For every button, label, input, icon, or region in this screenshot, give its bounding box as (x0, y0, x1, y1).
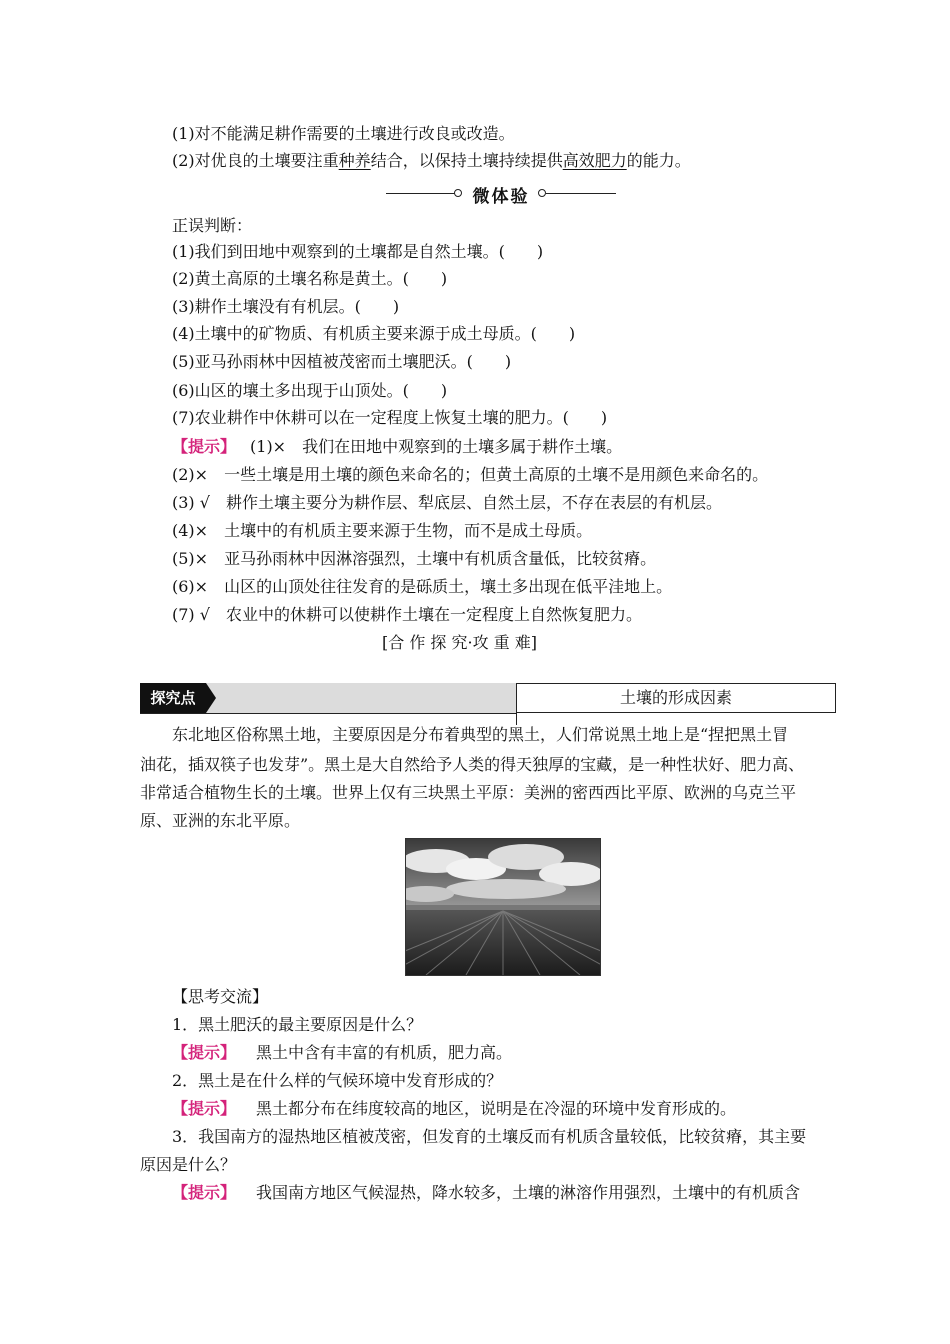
judge-item: (4)土壤中的矿物质、有机质主要来源于成土母质。( ) (172, 324, 576, 343)
underlined-term: 种养 (338, 151, 371, 170)
tip-label: 【提示】 (172, 1183, 237, 1202)
tip-label: 【提示】 (172, 437, 237, 456)
answer: 【提示】 黑土都分布在纬度较高的地区，说明是在冷湿的环境中发育形成的。 (172, 1099, 737, 1118)
black-soil-field-photo (405, 838, 601, 976)
tip-line: (7) √ 农业中的休耕可以使耕作土壤在一定程度上自然恢复肥力。 (172, 605, 642, 624)
paragraph-line: 油花，插双筷子也发芽”。黑土是大自然给予人类的得天独厚的宝藏，是一种性状好、肥力高、 (140, 755, 805, 774)
arrow-right-icon (206, 683, 216, 713)
answer: 【提示】 黑土中含有丰富的有机质，肥力高。 (172, 1043, 513, 1062)
tip-label: 【提示】 (172, 1043, 237, 1062)
paragraph-line: 东北地区俗称黑土地，主要原因是分布着典型的黑土，人们常说黑土地上是“捏把黑土冒 (172, 725, 789, 744)
circle-ornament-icon (538, 189, 546, 197)
tanjiu-topic: 土壤的形成因素 (516, 683, 836, 713)
question: 3．我国南方的湿热地区植被茂密，但发育的土壤反而有机质含量较低，比较贫瘠，其主要 (172, 1127, 807, 1146)
wei-tiyan-banner (386, 180, 616, 208)
paragraph-line: 原、亚洲的东北平原。 (140, 811, 301, 830)
judge-heading: 正误判断： (172, 216, 253, 235)
tip-line: (2)× 一些土壤是用土壤的颜色来命名的；但黄土高原的土壤不是用颜色来命名的。 (172, 465, 769, 484)
tip-line: (6)× 山区的山顶处往往发育的是砾质土，壤土多出现在低平洼地上。 (172, 577, 673, 596)
underlined-term: 高效肥力 (562, 151, 627, 170)
judge-item: (2)黄土高原的土壤名称是黄土。( ) (172, 269, 448, 288)
answer: 【提示】 我国南方地区气候湿热，降水较多，土壤的淋溶作用强烈，土壤中的有机质含 (172, 1183, 801, 1202)
question: 原因是什么？ (140, 1155, 237, 1174)
section-title: [合 作 探 究·攻 重 难] (382, 633, 538, 652)
judge-item: (1)我们到田地中观察到的土壤都是自然土壤。( ) (172, 242, 544, 261)
think-heading: 【思考交流】 (172, 987, 269, 1006)
tip-line: 【提示】 (1)× 我们在田地中观察到的土壤多属于耕作土壤。 (172, 437, 623, 456)
tip-line: (5)× 亚马孙雨林中因淋溶强烈，土壤中有机质含量低，比较贫瘠。 (172, 549, 657, 568)
question: 1．黑土肥沃的最主要原因是什么？ (172, 1015, 423, 1034)
judge-item: (6)山区的壤土多出现于山顶处。( ) (172, 381, 448, 400)
paragraph-line: 非常适合植物生长的土壤。世界上仅有三块黑土平原：美洲的密西西比平原、欧洲的乌克兰平 (140, 783, 797, 802)
tanjiu-tag: 探究点 (140, 683, 206, 713)
tanjiu-bar (140, 683, 836, 725)
judge-item: (3)耕作土壤没有有机层。( ) (172, 297, 400, 316)
section-heading: 微体验 (472, 187, 530, 207)
intro-line-2: (2)对优良的土壤要注重种养结合，以保持土壤持续提供高效肥力的能力。 (172, 151, 691, 170)
question: 2．黑土是在什么样的气候环境中发育形成的？ (172, 1071, 503, 1090)
judge-item: (7)农业耕作中休耕可以在一定程度上恢复土壤的肥力。( ) (172, 408, 608, 427)
tip-line: (4)× 土壤中的有机质主要来源于生物，而不是成土母质。 (172, 521, 593, 540)
tip-line: (3) √ 耕作土壤主要分为耕作层、犁底层、自然土层，不存在表层的有机层。 (172, 493, 722, 512)
judge-item: (5)亚马孙雨林中因植被茂密而土壤肥沃。( ) (172, 352, 512, 371)
tip-label: 【提示】 (172, 1099, 237, 1118)
intro-line-1: (1)对不能满足耕作需要的土壤进行改良或改造。 (172, 124, 515, 143)
circle-ornament-icon (454, 189, 462, 197)
